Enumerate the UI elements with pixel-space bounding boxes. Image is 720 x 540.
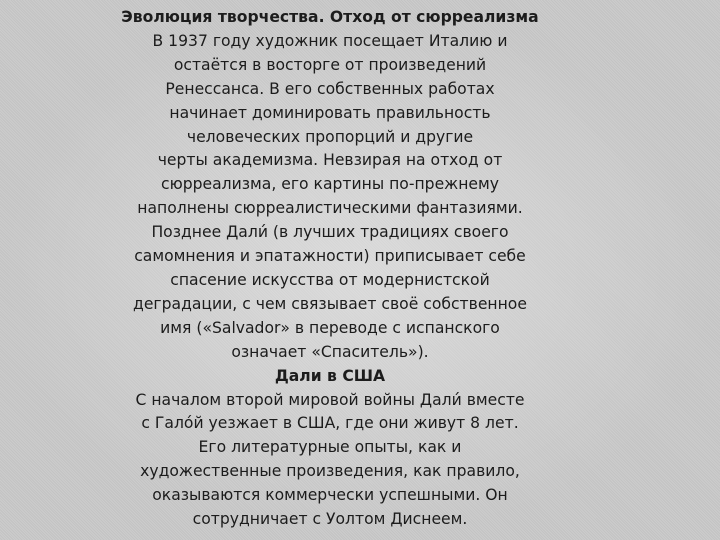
body-line: художественные произведения, как правило, xyxy=(140,462,520,481)
body-line: начинает доминировать правильность xyxy=(169,103,491,122)
section-heading-evolution: Эволюция творчества. Отход от сюрреализма xyxy=(121,8,539,26)
body-line: сотрудничает с Уолтом Диснеем. xyxy=(192,510,468,529)
body-line: наполнены сюрреалистическими фантазиями. xyxy=(137,199,523,218)
body-line: оказываются коммерчески успешными. Он xyxy=(152,486,508,505)
body-line: самомнения и эпатажности) приписывает себе xyxy=(134,247,526,266)
body-line: остаётся в восторге от произведений xyxy=(173,55,487,74)
body-line: человеческих пропорций и другие xyxy=(186,127,474,146)
body-line: В 1937 году художник посещает Италию и xyxy=(152,31,508,50)
body-line: спасение искусства от модернистской xyxy=(170,270,490,289)
text-block xyxy=(100,6,560,532)
body-line: имя («Salvador» в переводе с испанского xyxy=(160,318,500,337)
body-line: деградации, с чем связывает своё собственное xyxy=(133,294,527,313)
body-line: Его литературные опыты, как и xyxy=(198,438,462,457)
body-line: с Гало́й уезжает в США, где они живут 8 лет. xyxy=(141,414,519,433)
body-line: означает «Спаситель»). xyxy=(231,342,429,361)
body-line: черты академизма. Невзирая на отход от xyxy=(157,151,503,170)
body-line: Позднее Дали́ (в лучших традициях своего xyxy=(151,223,509,242)
body-line: Ренессанса. В его собственных работах xyxy=(165,79,495,98)
body-line: сюрреализма, его картины по-прежнему xyxy=(161,175,499,194)
section-heading-usa: Дали в США xyxy=(274,366,386,385)
body-line: С началом второй мировой войны Дали́ вместе xyxy=(135,390,525,409)
